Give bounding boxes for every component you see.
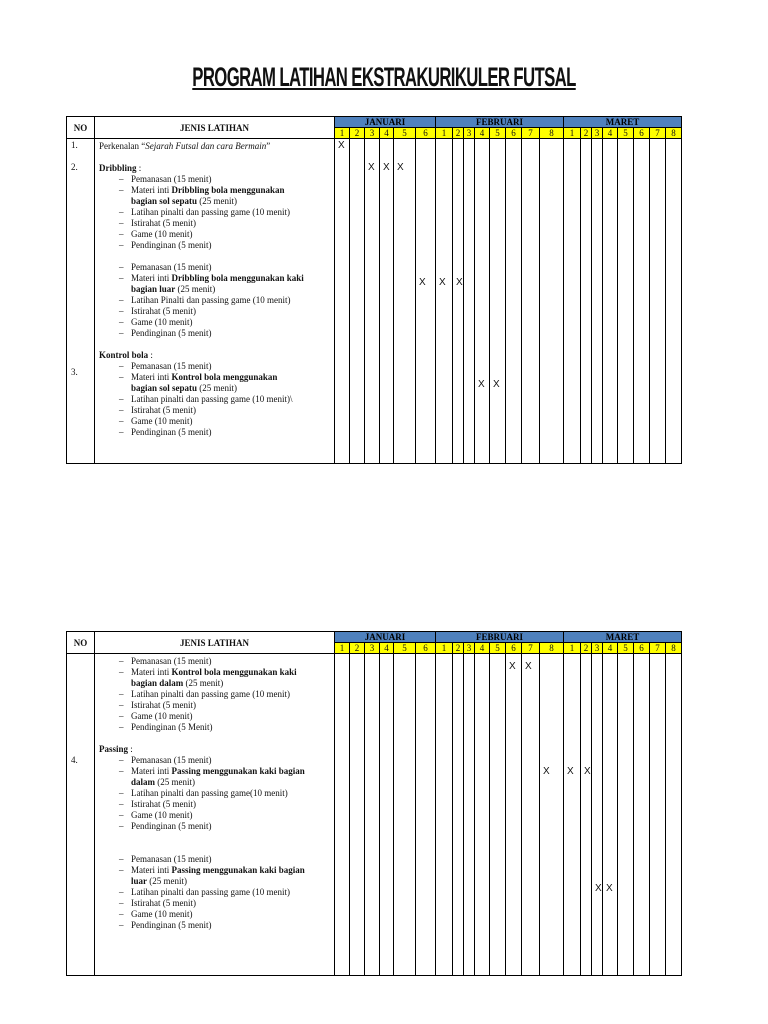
list-item bbox=[99, 788, 330, 799]
text-run: Materi inti bbox=[131, 372, 172, 382]
text-run: bagian sol sepatu bbox=[131, 383, 198, 393]
training-content-cell bbox=[95, 654, 335, 976]
text-run: Materi inti bbox=[131, 185, 172, 195]
week-label: 2 bbox=[350, 643, 365, 654]
list-item bbox=[99, 887, 330, 898]
text-run: Game (10 menit) bbox=[131, 317, 193, 327]
section-line bbox=[99, 678, 330, 689]
list-item bbox=[99, 218, 330, 229]
section-line bbox=[99, 163, 330, 174]
text-run: : bbox=[128, 744, 133, 754]
week-label: 4 bbox=[380, 128, 394, 139]
week-cell bbox=[581, 654, 592, 976]
schedule-mark: X bbox=[439, 277, 446, 288]
week-label: 4 bbox=[603, 128, 618, 139]
text-run: : bbox=[136, 163, 142, 173]
training-schedule-table-2 bbox=[66, 631, 682, 976]
row-number: 4. bbox=[71, 755, 78, 765]
schedule-mark: X bbox=[368, 162, 375, 173]
text-run: bagian sol sepatu bbox=[131, 196, 198, 206]
text-run: Latihan pinalti dan passing game (10 menit) bbox=[131, 689, 290, 699]
row-number: 3. bbox=[71, 367, 78, 377]
week-label: 7 bbox=[650, 643, 666, 654]
text-run: Passing bbox=[99, 744, 129, 754]
text-run: Kontrol bola bbox=[99, 350, 149, 360]
week-cell bbox=[506, 654, 522, 976]
training-schedule-table-1 bbox=[66, 116, 682, 464]
text-run: Pemanasan (15 menit) bbox=[131, 854, 212, 864]
week-cell bbox=[540, 139, 564, 464]
list-item bbox=[99, 416, 330, 427]
week-cell bbox=[436, 654, 453, 976]
section-line bbox=[99, 876, 330, 887]
list-item bbox=[99, 755, 330, 766]
schedule-mark: X bbox=[595, 883, 602, 894]
section-line bbox=[99, 284, 330, 295]
text-run: Dribbling bola menggunakan kaki bbox=[171, 273, 304, 283]
week-cell bbox=[416, 139, 436, 464]
week-label: 5 bbox=[618, 643, 634, 654]
list-item bbox=[99, 372, 330, 383]
text-run: Perkenalan “ bbox=[99, 141, 146, 151]
week-cell bbox=[506, 139, 522, 464]
week-cell bbox=[603, 654, 618, 976]
list-item bbox=[99, 821, 330, 832]
week-cell bbox=[436, 139, 453, 464]
section-line bbox=[99, 196, 330, 207]
week-label: 8 bbox=[666, 643, 682, 654]
list-item bbox=[99, 865, 330, 876]
week-label: 6 bbox=[416, 643, 436, 654]
week-cell bbox=[564, 654, 581, 976]
text-run: : bbox=[148, 350, 153, 360]
text-run: Kontrol bola menggunakan bbox=[171, 372, 278, 382]
text-run: Passing menggunakan kaki bagian bbox=[171, 766, 305, 776]
schedule-mark: X bbox=[478, 379, 485, 390]
text-run: Latihan pinalti dan passing game (10 menit) bbox=[131, 207, 290, 217]
week-label: 3 bbox=[464, 643, 475, 654]
week-cell bbox=[380, 654, 394, 976]
text-run: Game (10 menit) bbox=[131, 416, 193, 426]
list-item bbox=[99, 700, 330, 711]
week-cell bbox=[666, 654, 682, 976]
document-title: PROGRAM LATIHAN EKSTRAKURIKULER FUTSAL bbox=[192, 62, 576, 92]
week-cell bbox=[592, 654, 603, 976]
schedule-mark: X bbox=[584, 766, 591, 777]
text-run: Istirahat (5 menit) bbox=[131, 218, 196, 228]
schedule-mark: X bbox=[338, 140, 345, 151]
week-label: 7 bbox=[522, 643, 540, 654]
list-item bbox=[99, 405, 330, 416]
text-run: dalam bbox=[131, 777, 156, 787]
list-item bbox=[99, 799, 330, 810]
week-label: 6 bbox=[506, 643, 522, 654]
list-item bbox=[99, 898, 330, 909]
header-month-januari: JANUARI bbox=[335, 117, 436, 128]
text-run: Pendinginan (5 menit) bbox=[131, 328, 212, 338]
schedule-mark: X bbox=[383, 162, 390, 173]
week-cell bbox=[592, 139, 603, 464]
week-cell bbox=[464, 654, 475, 976]
text-run: Materi inti bbox=[131, 766, 172, 776]
text-run: Sejarah Futsal dan cara Bermain bbox=[145, 141, 267, 151]
list-item bbox=[99, 240, 330, 251]
text-run: (25 menit) bbox=[175, 284, 216, 294]
list-item bbox=[99, 656, 330, 667]
week-label: 8 bbox=[540, 643, 564, 654]
week-cell bbox=[634, 139, 650, 464]
text-run: Materi inti bbox=[131, 667, 172, 677]
text-run: Latihan pinalti dan passing game(10 menit) bbox=[131, 788, 288, 798]
week-label: 5 bbox=[394, 643, 416, 654]
list-item bbox=[99, 427, 330, 438]
week-label: 1 bbox=[436, 643, 453, 654]
section-line bbox=[99, 744, 330, 755]
list-item bbox=[99, 810, 330, 821]
week-label: 1 bbox=[564, 128, 581, 139]
text-run: Istirahat (5 menit) bbox=[131, 799, 196, 809]
week-cell bbox=[666, 139, 682, 464]
text-run: (25 menit) bbox=[197, 383, 238, 393]
list-item bbox=[99, 766, 330, 777]
week-cell bbox=[453, 139, 464, 464]
week-cell bbox=[335, 654, 350, 976]
week-label: 3 bbox=[365, 128, 380, 139]
text-run: Materi inti bbox=[131, 273, 172, 283]
week-cell bbox=[350, 654, 365, 976]
week-cell bbox=[394, 654, 416, 976]
list-item bbox=[99, 667, 330, 678]
text-run: (25 menit) bbox=[197, 196, 238, 206]
week-cell bbox=[564, 139, 581, 464]
schedule-mark: X bbox=[525, 661, 532, 672]
text-run: Pemanasan (15 menit) bbox=[131, 174, 212, 184]
text-run: Latihan Pinalti dan passing game (10 menit) bbox=[131, 295, 291, 305]
list-item bbox=[99, 328, 330, 339]
week-label: 1 bbox=[564, 643, 581, 654]
number-column bbox=[67, 654, 95, 976]
list-item bbox=[99, 689, 330, 700]
week-label: 3 bbox=[365, 643, 380, 654]
week-cell bbox=[350, 139, 365, 464]
week-label: 6 bbox=[416, 128, 436, 139]
week-label: 8 bbox=[540, 128, 564, 139]
text-run: Pemanasan (15 menit) bbox=[131, 262, 212, 272]
text-run: Pendinginan (5 Menit) bbox=[131, 722, 213, 732]
week-label: 7 bbox=[522, 128, 540, 139]
week-label: 3 bbox=[464, 128, 475, 139]
list-item bbox=[99, 185, 330, 196]
week-label: 2 bbox=[350, 128, 365, 139]
schedule-mark: X bbox=[419, 277, 426, 288]
week-label: 1 bbox=[335, 643, 350, 654]
text-run: Materi inti bbox=[131, 865, 172, 875]
header-month-februari: FEBRUARI bbox=[436, 632, 564, 643]
schedule-mark: X bbox=[543, 766, 550, 777]
header-month-maret: MARET bbox=[564, 632, 682, 643]
schedule-mark: X bbox=[567, 766, 574, 777]
week-label: 4 bbox=[475, 128, 490, 139]
week-label: 6 bbox=[634, 128, 650, 139]
text-run: Istirahat (5 menit) bbox=[131, 306, 196, 316]
week-cell bbox=[475, 654, 490, 976]
list-item bbox=[99, 711, 330, 722]
text-run: Kontrol bola menggunakan kaki bbox=[171, 667, 297, 677]
list-item bbox=[99, 306, 330, 317]
text-run: Passing menggunakan kaki bagian bbox=[171, 865, 305, 875]
text-run: Pemanasan (15 menit) bbox=[131, 656, 212, 666]
schedule-mark: X bbox=[509, 661, 516, 672]
text-run: Game (10 menit) bbox=[131, 229, 193, 239]
schedule-mark: X bbox=[493, 379, 500, 390]
week-cell bbox=[522, 139, 540, 464]
week-cell bbox=[650, 654, 666, 976]
list-item bbox=[99, 722, 330, 733]
text-run: ” bbox=[266, 141, 271, 151]
list-item bbox=[99, 854, 330, 865]
text-run: Pendinginan (5 menit) bbox=[131, 821, 212, 831]
week-label: 3 bbox=[592, 128, 603, 139]
week-cell bbox=[475, 139, 490, 464]
week-label: 2 bbox=[453, 128, 464, 139]
week-label: 5 bbox=[394, 128, 416, 139]
week-cell bbox=[603, 139, 618, 464]
week-label: 5 bbox=[490, 128, 506, 139]
text-run: Istirahat (5 menit) bbox=[131, 700, 196, 710]
section-line bbox=[99, 141, 330, 152]
text-run: (25 menit) bbox=[147, 876, 188, 886]
header-no: NO bbox=[67, 632, 95, 654]
row-number: 1. bbox=[71, 140, 78, 150]
week-label: 4 bbox=[603, 643, 618, 654]
week-label: 5 bbox=[618, 128, 634, 139]
week-label: 5 bbox=[490, 643, 506, 654]
list-item bbox=[99, 394, 330, 405]
section-line bbox=[99, 350, 330, 361]
row-number: 2. bbox=[71, 162, 78, 172]
text-run: Latihan pinalti dan passing game (10 menit) bbox=[131, 887, 290, 897]
list-item bbox=[99, 909, 330, 920]
week-cell bbox=[634, 654, 650, 976]
week-cell bbox=[365, 654, 380, 976]
week-label: 2 bbox=[581, 643, 592, 654]
list-item bbox=[99, 207, 330, 218]
header-jenis-latihan: JENIS LATIHAN bbox=[95, 632, 335, 654]
week-label: 8 bbox=[666, 128, 682, 139]
week-label: 1 bbox=[436, 128, 453, 139]
week-label: 4 bbox=[475, 643, 490, 654]
text-run: Pendinginan (5 menit) bbox=[131, 920, 212, 930]
week-label: 4 bbox=[380, 643, 394, 654]
week-cell bbox=[540, 654, 564, 976]
week-label: 7 bbox=[650, 128, 666, 139]
week-label: 1 bbox=[335, 128, 350, 139]
text-run: (25 menit) bbox=[183, 678, 224, 688]
section-line bbox=[99, 383, 330, 394]
week-cell bbox=[464, 139, 475, 464]
week-cell bbox=[394, 139, 416, 464]
list-item bbox=[99, 361, 330, 372]
week-cell bbox=[522, 654, 540, 976]
week-cell bbox=[490, 139, 506, 464]
week-cell bbox=[365, 139, 380, 464]
week-cell bbox=[416, 654, 436, 976]
list-item bbox=[99, 295, 330, 306]
list-item bbox=[99, 273, 330, 284]
list-item bbox=[99, 174, 330, 185]
text-run: Istirahat (5 menit) bbox=[131, 898, 196, 908]
text-run: Pemanasan (15 menit) bbox=[131, 755, 212, 765]
text-run: Pemanasan (15 menit) bbox=[131, 361, 212, 371]
text-run: bagian luar bbox=[131, 284, 176, 294]
week-cell bbox=[453, 654, 464, 976]
week-cell bbox=[490, 654, 506, 976]
week-label: 6 bbox=[634, 643, 650, 654]
header-no: NO bbox=[67, 117, 95, 139]
week-label: 2 bbox=[581, 128, 592, 139]
text-run: Game (10 menit) bbox=[131, 909, 193, 919]
week-label: 6 bbox=[506, 128, 522, 139]
list-item bbox=[99, 317, 330, 328]
text-run: (25 menit) bbox=[155, 777, 196, 787]
header-month-februari: FEBRUARI bbox=[436, 117, 564, 128]
section-line bbox=[99, 777, 330, 788]
list-item bbox=[99, 229, 330, 240]
text-run: Dribbling bbox=[99, 163, 137, 173]
text-run: Pendinginan (5 menit) bbox=[131, 240, 212, 250]
schedule-mark: X bbox=[456, 277, 463, 288]
week-label: 2 bbox=[453, 643, 464, 654]
week-cell bbox=[581, 139, 592, 464]
list-item bbox=[99, 262, 330, 273]
training-content-cell bbox=[95, 139, 335, 464]
text-run: bagian dalam bbox=[131, 678, 184, 688]
text-run: Istirahat (5 menit) bbox=[131, 405, 196, 415]
text-run: Game (10 menit) bbox=[131, 810, 193, 820]
schedule-mark: X bbox=[606, 883, 613, 894]
week-label: 3 bbox=[592, 643, 603, 654]
text-run: Game (10 menit) bbox=[131, 711, 193, 721]
text-run: luar bbox=[131, 876, 148, 886]
header-month-maret: MARET bbox=[564, 117, 682, 128]
week-cell bbox=[650, 139, 666, 464]
week-cell bbox=[335, 139, 350, 464]
text-run: Dribbling bola menggunakan bbox=[171, 185, 285, 195]
text-run: Latihan pinalti dan passing game (10 menit)\ bbox=[131, 394, 293, 404]
week-cell bbox=[618, 139, 634, 464]
header-month-januari: JANUARI bbox=[335, 632, 436, 643]
header-jenis-latihan: JENIS LATIHAN bbox=[95, 117, 335, 139]
text-run: Pendinginan (5 menit) bbox=[131, 427, 212, 437]
list-item bbox=[99, 920, 330, 931]
week-cell bbox=[380, 139, 394, 464]
schedule-mark: X bbox=[397, 162, 404, 173]
number-column bbox=[67, 139, 95, 464]
week-cell bbox=[618, 654, 634, 976]
